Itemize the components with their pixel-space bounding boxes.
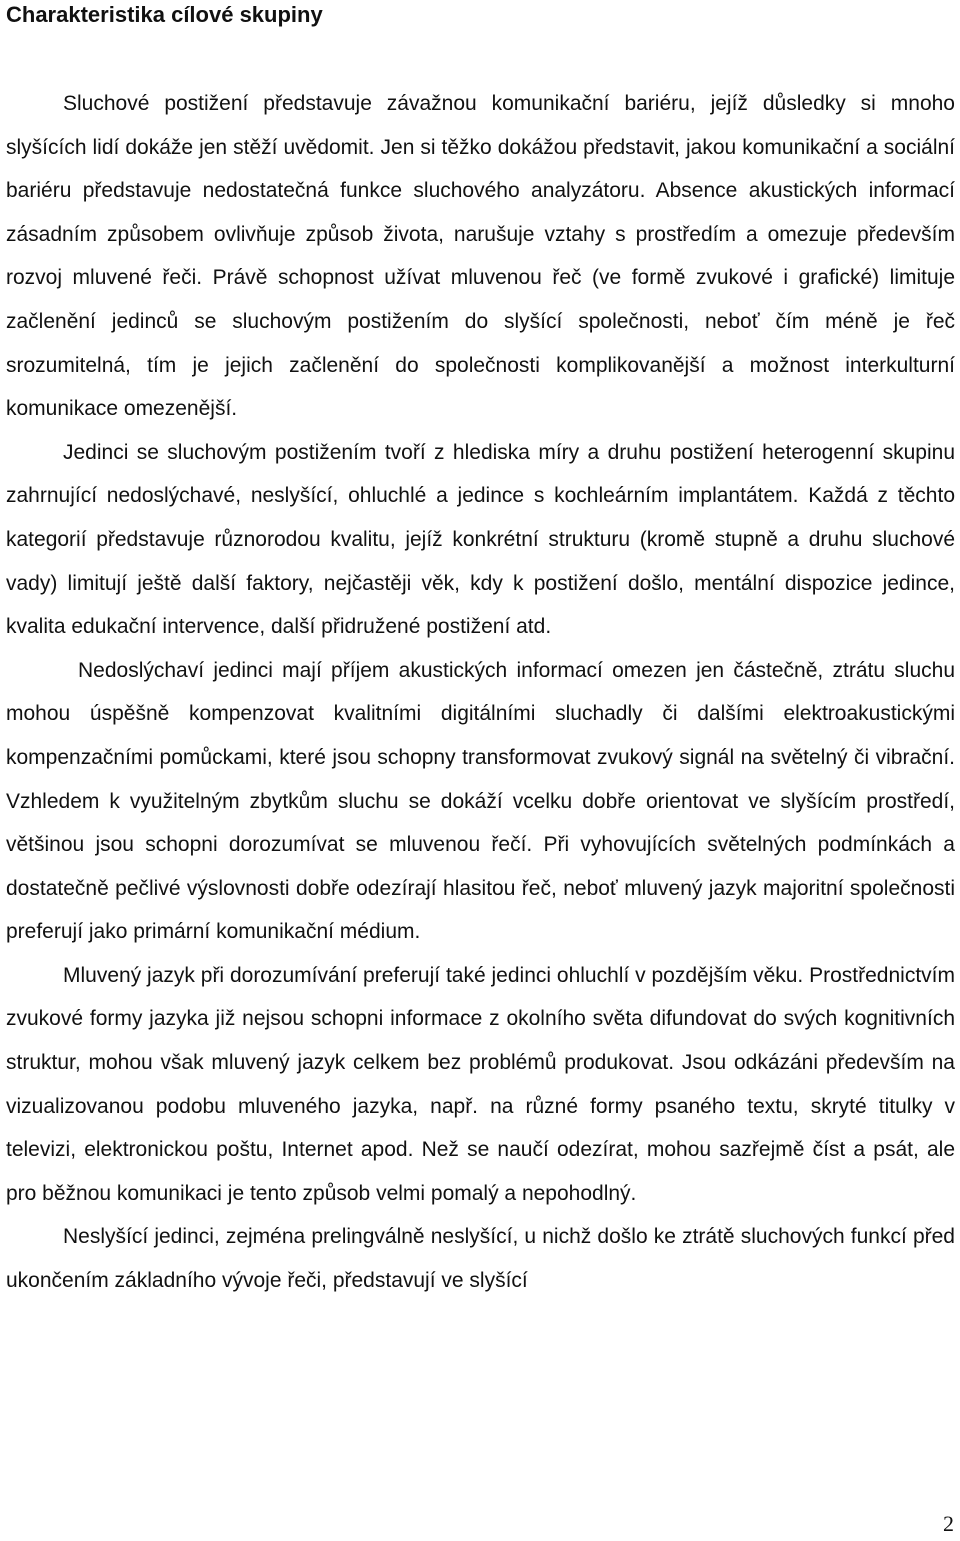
paragraph-5: Neslyšící jedinci, zejména prelingválně neslyšící, u nichž došlo ke ztrátě sluchových funkcí před ukončením základního vývoje řeči, představují ve slyšící [6,1225,955,1293]
section-heading: Charakteristika cílové skupiny [6,2,323,27]
paragraph-4: Mluvený jazyk při dorozumívání preferují také jedinci ohluchlí v pozdějším věku. Prostřednictvím zvukové formy jazyka již nejsou schopni informace z okolního světa difundovat do svých kognitivních struktur, mohou však mluvený jazyk celkem bez problémů produkovat. Jsou odkázáni především na vizualizovanou podobu mluveného jazyka, např. na různé formy psaného textu, skryté titulky v televizi, elektronickou poštu, Internet apod. Než se naučí odezírat, mohou sazřejmě číst a psát, ale pro běžnou komunikaci je tento způsob velmi pomalý a nepohodlný. [6,963,955,1205]
paragraph-1: Sluchové postižení představuje závažnou komunikační bariéru, jejíž důsledky si mnoho slyšících lidí dokáže jen stěží uvědomit. Jen si těžko dokážou představit, jakou komunikační a sociální bariéru představuje nedostatečná funkce sluchového analyzátoru. Absence akustických informací zásadním způsobem ovlivňuje způsob života, narušuje vztahy s prostředím a omezuje především rozvoj mluvené řeči. Právě schopnost užívat mluvenou řeč (ve formě zvukové i grafické) limituje začlenění jedinců se sluchovým postižením do slyšící společnosti, neboť čím méně je řeč srozumitelná, tím je jejich začlenění do společnosti komplikovanější a možnost interkulturní komunikace omezenější. [6,92,955,421]
paragraph-2: Jedinci se sluchovým postižením tvoří z hlediska míry a druhu postižení heterogenní skupinu zahrnující nedoslýchavé, neslyšící, ohluchlé a jedince s kochleárním implantátem. Každá z těchto kategorií představuje různorodou kvalitu, jejíž konkrétní strukturu (kromě stupně a druhu sluchové vady) limitují ještě další faktory, nejčastěji věk, kdy k postižení došlo, mentální dispozice jedince, kvalita edukační intervence, další přidružené postižení atd. [6,440,955,639]
paragraph-3: Nedoslýchaví jedinci mají příjem akustických informací omezen jen částečně, ztrátu sluchu mohou úspěšně kompenzovat kvalitními digitálními sluchadly či dalšími elektroakustickými kompenzačními pomůckami, které jsou schopny transformovat zvukový signál na světelný či vibrační. Vzhledem k využitelným zbytkům sluchu se dokáží vcelku dobře orientovat ve slyšícím prostředí, většinou jsou schopni dorozumívat se mluvenou řečí. Při vyhovujících světelných podmínkách a dostatečně pečlivé výslovnosti dobře odezírají hlasitou řeč, neboť mluvený jazyk majoritní společnosti preferují jako primární komunikační médium. [6,658,955,944]
page-number: 2 [943,1511,954,1536]
body-text [6,82,955,1303]
